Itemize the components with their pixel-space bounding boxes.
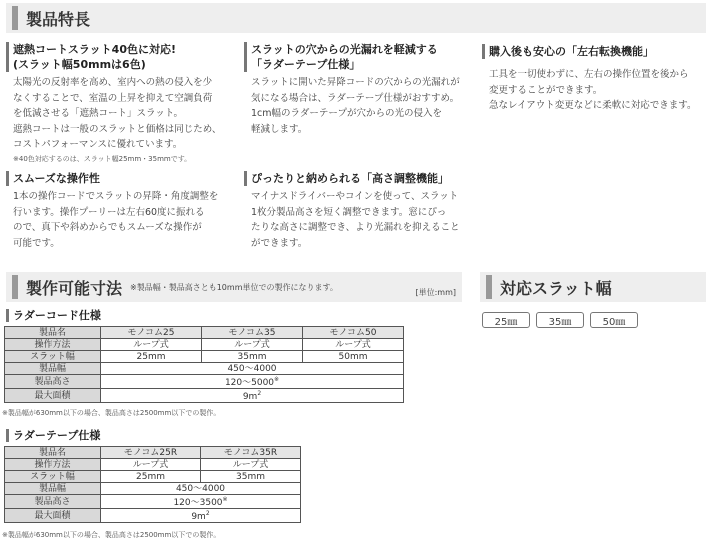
table-cell: ループ式: [303, 339, 404, 351]
slat-width-50: 50㎜: [590, 312, 638, 328]
feature-title: ぴったりと納められる「高さ調整機能」: [244, 171, 474, 186]
table-cell: ループ式: [202, 339, 303, 351]
features-section-title: 製品特長: [26, 9, 91, 29]
table-cell: 120～5000※: [101, 375, 404, 389]
row-label: 製品幅: [5, 363, 101, 375]
feature-body: スラットに開いた昇降コードの穴からの光漏れが 気になる場合は、ラダーテープ仕様がおすすめ。 1cm幅のラダーテープが穴からの光の侵入を 軽減します。: [251, 77, 460, 135]
slat-section-title: 対応スラット幅: [500, 278, 612, 298]
feature-title: 購入後も安心の「左右転換機能」: [482, 44, 706, 59]
table-cell: $9m^2$: [101, 389, 404, 403]
row-label: 製品高さ: [5, 375, 101, 389]
feature-title: スラットの穴からの光漏れを軽減する 「ラダーテープ仕様」: [244, 42, 474, 72]
table-row: [5, 495, 301, 509]
size-section-header: [6, 272, 462, 302]
table-cell: 50mm: [303, 351, 404, 363]
ladder-tape-table: [4, 446, 301, 523]
table-cell: 450～4000: [101, 483, 301, 495]
table-cell: 25mm: [101, 471, 201, 483]
feature-ladder-tape: [244, 42, 474, 137]
feature-note: ※40色対応するのは、スラット幅25mm・35mmです。: [13, 154, 192, 163]
unit-label: [単位:mm]: [415, 288, 456, 297]
table-cell: モノコム35R: [201, 447, 301, 459]
table-cell: 120～3500※: [101, 495, 301, 509]
table-cell: ループ式: [101, 459, 201, 471]
table-cell: モノコム25: [101, 327, 202, 339]
table-cell: 450～4000: [101, 363, 404, 375]
table-cell: ループ式: [101, 339, 202, 351]
table-cell: $9m^2$: [101, 509, 301, 523]
feature-title: 遮熱コートスラット40色に対応! (スラット幅50mmは6色): [6, 42, 238, 72]
table-cell: 25mm: [101, 351, 202, 363]
feature-height-adjust: [244, 171, 474, 251]
table-row: [5, 351, 404, 363]
table-cell: ループ式: [201, 459, 301, 471]
table-row: [5, 447, 301, 459]
table-cell: モノコム50: [303, 327, 404, 339]
ladder-tape-title: ラダーテープ仕様: [6, 429, 100, 442]
row-label: 操作方法: [5, 459, 101, 471]
table-row: [5, 363, 404, 375]
table-cell: 35mm: [202, 351, 303, 363]
ladder-tape-note: ※製品幅が630mm以下の場合、製品高さは2500mm以下での製作。: [2, 531, 221, 539]
slat-width-options: [482, 312, 638, 328]
row-label: スラット幅: [5, 351, 101, 363]
row-label: 製品名: [5, 447, 101, 459]
feature-left-right-switch: [482, 42, 706, 114]
feature-body: 太陽光の反射率を高め、室内への熱の侵入を少 なくすることで、室温の上昇を抑えて空調負荷 を低減させる「遮熱コート」スラット。 遮熱コートは一般のスラットと価格は同じため、 コストパフォーマンスに優れています。: [13, 77, 222, 150]
row-label: 最大面積: [5, 509, 101, 523]
row-label: 製品高さ: [5, 495, 101, 509]
row-label: スラット幅: [5, 471, 101, 483]
feature-heat-coat: [6, 42, 238, 164]
size-section-note: ※製品幅・製品高さとも10mm単位での製作になります。: [130, 282, 338, 292]
table-row: [5, 339, 404, 351]
row-label: 製品名: [5, 327, 101, 339]
ladder-cord-note: ※製品幅が630mm以下の場合、製品高さは2500mm以下での製作。: [2, 409, 221, 417]
table-row: [5, 375, 404, 389]
row-label: 最大面積: [5, 389, 101, 403]
feature-body: 1本の操作コードでスラットの昇降・角度調整を 行います。操作プーリーは左右60度に振れる ので、真下や斜めからでもスムーズな操作が 可能です。: [13, 191, 219, 249]
table-row: [5, 509, 301, 523]
table-row: [5, 389, 404, 403]
slat-section-header: [480, 272, 706, 302]
table-row: [5, 327, 404, 339]
table-cell: モノコム25R: [101, 447, 201, 459]
row-label: 製品幅: [5, 483, 101, 495]
table-row: [5, 459, 301, 471]
ladder-cord-table: [4, 326, 404, 403]
feature-smooth-operation: [6, 171, 238, 251]
feature-body: 工具を一切使わずに、左右の操作位置を後から 変更することができます。 急なレイアウト変更などに柔軟に対応できます。: [489, 69, 697, 111]
slat-width-25: 25㎜: [482, 312, 530, 328]
ladder-cord-title: ラダーコード仕様: [6, 309, 101, 322]
table-row: [5, 483, 301, 495]
header-accent-bar: [12, 6, 18, 30]
table-cell: モノコム35: [202, 327, 303, 339]
header-accent-bar: [12, 275, 18, 299]
header-accent-bar: [486, 275, 492, 299]
row-label: 操作方法: [5, 339, 101, 351]
table-cell: 35mm: [201, 471, 301, 483]
size-section-title: 製作可能寸法: [26, 278, 123, 298]
feature-title: スムーズな操作性: [6, 171, 238, 186]
feature-body: マイナスドライバーやコインを使って、スラット 1枚分製品高さを短く調整できます。窓にぴっ たりな高さに調整でき、より光漏れを抑えること ができます。: [251, 191, 460, 249]
table-row: [5, 471, 301, 483]
features-section-header: [6, 3, 706, 33]
slat-width-35: 35㎜: [536, 312, 584, 328]
